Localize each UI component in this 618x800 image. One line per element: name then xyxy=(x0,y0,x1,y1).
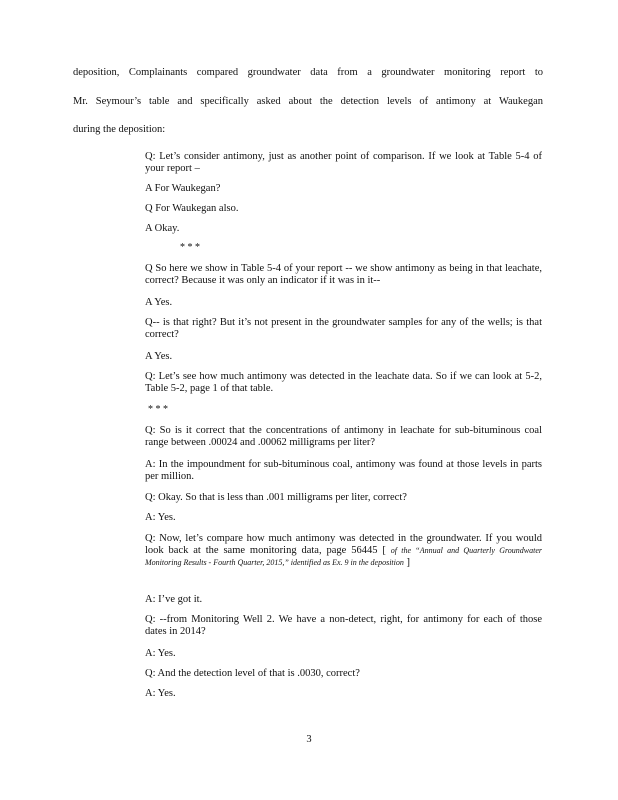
section-break-stars: * * * xyxy=(148,404,168,415)
intro-line-1: deposition, Complainants compared groundwater data from a groundwater monitoring report to xyxy=(73,67,543,78)
qa-question: Q: So is it correct that the concentrations of antimony in leachate for sub-bituminous coal range between .00024 and .00062 milligrams per liter? xyxy=(145,425,542,448)
qa-question: Q-- is that right? But it’s not present in the groundwater samples for any of the wells; is that correct? xyxy=(145,317,542,340)
qa-answer: A Yes. xyxy=(145,351,173,362)
citation-bracket-close: ] xyxy=(406,557,410,568)
qa-answer: A: I’ve got it. xyxy=(145,594,203,605)
page-number: 3 xyxy=(306,734,312,745)
qa-question: Q: Let’s see how much antimony was detected in the leachate data. So if we can look at 5-2, Table 5-2, page 1 of that table. xyxy=(145,371,542,394)
qa-answer: A: Yes. xyxy=(145,688,176,699)
qa-question: Q For Waukegan also. xyxy=(145,203,239,214)
qa-question: Q: And the detection level of that is .0030, correct? xyxy=(145,668,360,679)
qa-question: Q So here we show in Table 5-4 of your report -- we show antimony as being in that leachate, correct? Because it was only an indicator if it was in it-- xyxy=(145,263,542,286)
qa-answer: A For Waukegan? xyxy=(145,183,221,194)
qa-answer: A: Yes. xyxy=(145,512,176,523)
qa-question: Q: --from Monitoring Well 2. We have a non-detect, right, for antimony for each of those dates in 2014? xyxy=(145,614,542,637)
qa-answer: A: Yes. xyxy=(145,648,176,659)
citation-note: of the “Annual and Quarterly Groundwater Monitoring Results - Fourth Quarter, 2015,” identified as Ex. 9 in the deposition xyxy=(145,546,543,567)
qa-answer: A: In the impoundment for sub-bituminous coal, antimony was found at those levels in parts per million. xyxy=(145,459,542,482)
qa-question-with-citation xyxy=(145,533,542,569)
section-break-stars: * * * xyxy=(180,242,200,253)
qa-answer: A Okay. xyxy=(145,223,180,234)
qa-question-text: Q: Now, let’s compare how much antimony was detected in the groundwater. If you would look back at the same monitoring data, page 56445 [ xyxy=(145,533,542,556)
qa-answer: A Yes. xyxy=(145,297,173,308)
qa-question: Q: Okay. So that is less than .001 milligrams per liter, correct? xyxy=(145,492,407,503)
qa-question: Q: Let’s consider antimony, just as another point of comparison. If we look at Table 5-4 of your report – xyxy=(145,151,542,174)
intro-line-2: Mr. Seymour’s table and specifically asked about the detection levels of antimony at Waukegan xyxy=(73,96,543,107)
intro-line-3: during the deposition: xyxy=(73,124,166,135)
